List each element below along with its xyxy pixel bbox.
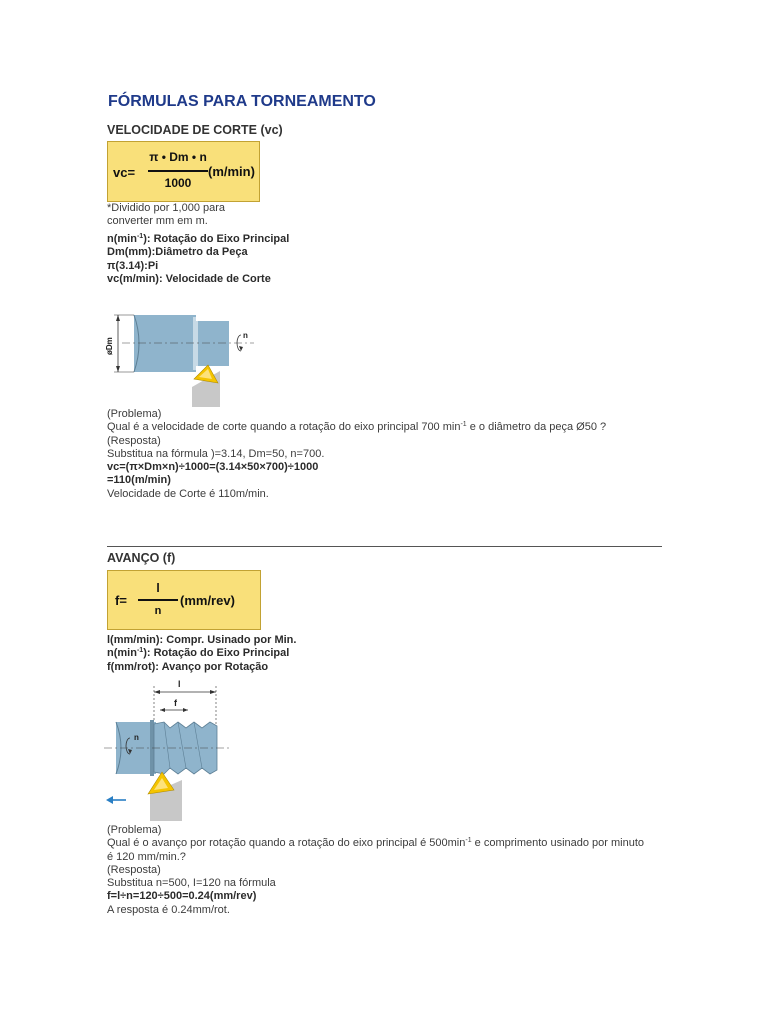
answer-result: A resposta é 0.24mm/rot. — [107, 903, 230, 916]
calc-line: f=l÷n=120÷500=0.24(mm/rev) — [107, 890, 257, 903]
diameter-dimension — [114, 315, 134, 372]
formula-denominator: 1000 — [164, 176, 192, 190]
formula-denominator: n — [154, 605, 162, 617]
feed-direction-arrow-icon — [106, 796, 126, 804]
workpiece — [134, 315, 229, 372]
problem-1 — [107, 408, 606, 501]
calc-result: =110(m/min) — [107, 474, 171, 487]
var-l: l(mm/min): Compr. Usinado por Min. — [107, 634, 297, 646]
answer-label: (Resposta) — [107, 863, 161, 876]
problem-question: Qual é a velocidade de corte quando a rotação do eixo principal 700 $\min^{-1} e$ o diâmetro da peça Ø50 ? — [107, 421, 607, 434]
formula-unit: (m/min) — [208, 164, 255, 179]
feed-label: f — [174, 698, 177, 708]
formula-lhs: f= — [115, 593, 127, 608]
formula-box-feed — [107, 570, 261, 630]
var-dm: Dm(mm):Diâmetro da Peça — [107, 246, 248, 259]
section-divider — [107, 546, 662, 547]
rotation-label: n — [134, 733, 139, 742]
section-heading-cutting-speed: VELOCIDADE DE CORTE (vc) — [107, 123, 283, 137]
cutting-tool — [192, 365, 220, 407]
var-vc: vc(m/min): Velocidade de Corte — [107, 272, 271, 285]
problem-question-cont: é 120 mm/min.? — [107, 850, 186, 863]
problem-label: (Problema) — [107, 824, 162, 836]
fraction-bar — [148, 170, 208, 172]
fraction-bar — [138, 599, 178, 601]
feed-dimension — [160, 708, 188, 712]
variable-list — [107, 233, 289, 286]
problem-question: Qual é o avanço por rotação quando a rotação do eixo principal é $500\min^{-1}$ e comprimento usinado por minuto — [107, 837, 645, 850]
problem-2 — [107, 824, 644, 917]
var-n: $n(\min^{-1})$: Rotação do Eixo Principal — [107, 233, 290, 245]
variable-list — [107, 634, 296, 674]
turning-diagram — [104, 307, 264, 407]
formula-box-cutting-speed — [107, 141, 260, 202]
formula-fraction — [138, 581, 178, 623]
diameter-label: øDm — [105, 337, 114, 355]
answer-substitution: Substitua n=500, I=120 na fórmula — [107, 877, 276, 890]
calc-line: vc=(π×Dm×n)÷1000=(3.14×50×700)÷1000 — [107, 461, 319, 474]
section-heading-feed: AVANÇO (f) — [107, 551, 176, 565]
conversion-note — [107, 202, 225, 229]
answer-substitution: Substitua na fórmula )=3.14, Dm=50, n=700. — [107, 447, 325, 460]
var-pi: π(3.14):Pi — [107, 259, 159, 272]
length-label: l — [178, 679, 181, 689]
formula-numerator: l — [156, 581, 160, 595]
note-line: *Dividido por 1,000 para — [107, 202, 226, 214]
formula-unit: (mm/rev) — [180, 593, 235, 608]
var-f: f(mm/rot): Avanço por Rotação — [107, 660, 269, 673]
feed-diagram — [104, 676, 234, 821]
note-line: converter mm em m. — [107, 215, 208, 228]
problem-label: (Problema) — [107, 408, 162, 420]
answer-label: (Resposta) — [107, 434, 161, 447]
length-dimension — [154, 686, 216, 724]
var-n: $n(\min^{-1})$: Rotação do Eixo Principal — [107, 647, 290, 660]
formula-lhs: vc= — [113, 165, 136, 180]
cutting-tool — [148, 772, 182, 821]
answer-result: Velocidade de Corte é 110m/min. — [107, 487, 269, 500]
rotation-label: n — [243, 331, 248, 340]
formula-numerator: π • Dm • n — [149, 150, 207, 164]
page-title: FÓRMULAS PARA TORNEAMENTO — [108, 93, 376, 110]
formula-fraction — [148, 150, 208, 196]
